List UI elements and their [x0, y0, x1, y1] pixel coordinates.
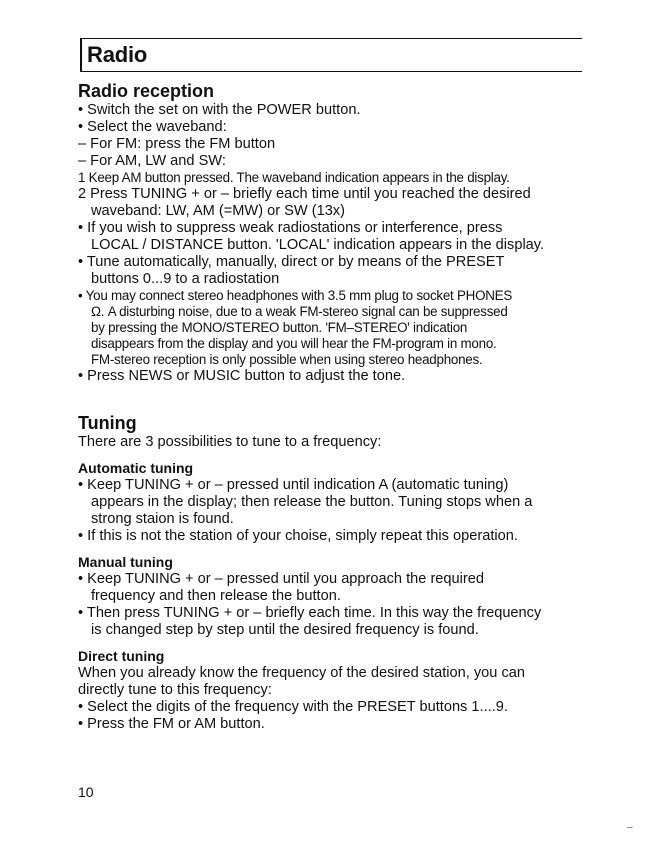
automatic-line: strong staion is found. — [91, 511, 234, 527]
reception-line: • You may connect stereo headphones with 3.5 mm plug to socket PHONES — [78, 288, 513, 303]
header-left-rule — [80, 39, 82, 71]
page-content — [78, 80, 590, 733]
reception-line: – For FM: press the FM button — [78, 136, 276, 152]
automatic-tuning-heading: Automatic tuning — [78, 460, 194, 476]
reception-line: – For AM, LW and SW: — [78, 153, 226, 169]
page-title: Radio — [87, 42, 148, 67]
direct-line: When you already know the frequency of the desired station, you can — [78, 665, 525, 681]
reception-line: FM-stereo reception is only possible when using stereo headphones. — [91, 352, 483, 367]
reception-line: • Tune automatically, manually, direct or by means of the PRESET — [78, 254, 505, 270]
reception-line: 1 Keep AM button pressed. The waveband indication appears in the display. — [78, 170, 510, 185]
page-number: 10 — [78, 784, 94, 800]
reception-line: • If you wish to suppress weak radiostations or interference, press — [78, 220, 503, 236]
direct-tuning-heading: Direct tuning — [78, 648, 165, 664]
section-spacer — [78, 385, 590, 412]
reception-line: LOCAL / DISTANCE button. 'LOCAL' indication appears in the display. — [91, 237, 545, 253]
corner-mark: – — [627, 822, 633, 833]
reception-line: buttons 0...9 to a radiostation — [91, 271, 280, 287]
reception-line: • Press NEWS or MUSIC button to adjust the tone. — [78, 368, 406, 384]
automatic-line: • Keep TUNING + or – pressed until indication A (automatic tuning) — [78, 477, 509, 493]
manual-line: frequency and then release the button. — [91, 588, 341, 604]
reception-line: disappears from the display and you will hear the FM-program in mono. — [91, 336, 497, 351]
section-header-bar — [80, 38, 582, 72]
tuning-heading: Tuning — [78, 413, 137, 433]
manual-line: • Keep TUNING + or – pressed until you approach the required — [78, 571, 484, 587]
reception-line: • Select the waveband: — [78, 119, 227, 135]
reception-line: • Switch the set on with the POWER button. — [78, 102, 361, 118]
automatic-line: • If this is not the station of your choise, simply repeat this operation. — [78, 528, 518, 544]
manual-tuning-heading: Manual tuning — [78, 554, 173, 570]
reception-line: by pressing the MONO/STEREO button. 'FM–STEREO' indication — [91, 320, 468, 335]
tuning-intro: There are 3 possibilities to tune to a frequency: — [78, 434, 382, 450]
radio-reception-heading: Radio reception — [78, 81, 215, 101]
section-spacer — [78, 639, 590, 648]
section-spacer — [78, 545, 590, 554]
manual-line: is changed step by step until the desired frequency is found. — [91, 622, 479, 638]
reception-line: waveband: LW, AM (=MW) or SW (13x) — [91, 203, 345, 219]
section-spacer — [78, 451, 590, 460]
direct-line: directly tune to this frequency: — [78, 682, 272, 698]
manual-line: • Then press TUNING + or – briefly each time. In this way the frequency — [78, 605, 542, 621]
direct-line: • Press the FM or AM button. — [78, 716, 265, 732]
automatic-line: appears in the display; then release the button. Tuning stops when a — [91, 494, 533, 510]
reception-line: 2 Press TUNING + or – briefly each time until you reached the desired — [78, 186, 531, 202]
direct-line: • Select the digits of the frequency with the PRESET buttons 1....9. — [78, 699, 508, 715]
reception-line: Ω. A disturbing noise, due to a weak FM-stereo signal can be suppressed — [91, 304, 508, 319]
